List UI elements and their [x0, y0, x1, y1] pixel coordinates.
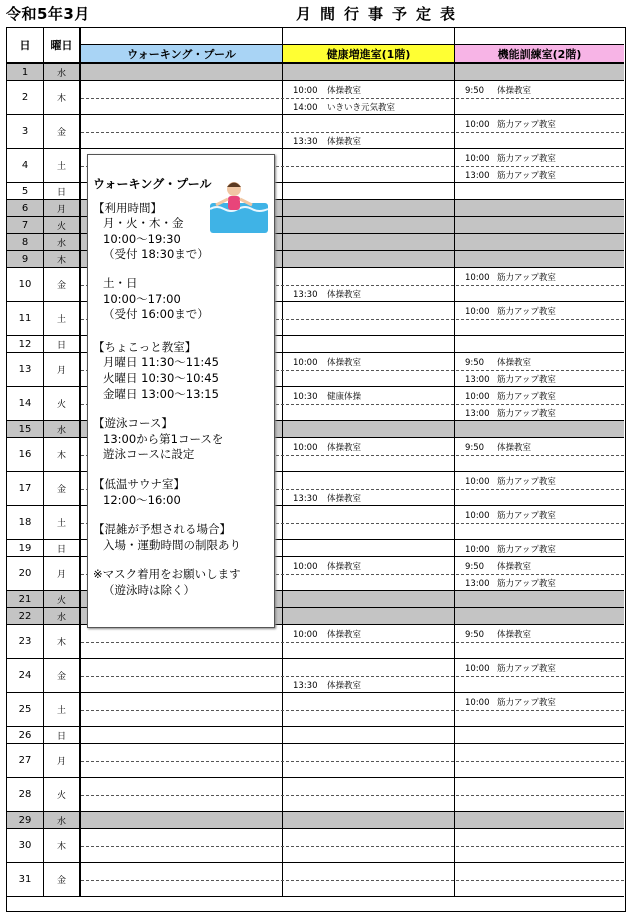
half-divider	[81, 98, 624, 99]
mask-note-exception: （遊泳時は除く）	[103, 582, 195, 597]
weekday-cell: 金	[44, 472, 81, 505]
day-cell: 11	[7, 302, 44, 335]
day-cell: 21	[7, 591, 44, 607]
event-time: 13:30	[293, 137, 318, 147]
event-entry	[293, 560, 361, 572]
training-cell	[455, 64, 624, 80]
event-time: 10:00	[465, 392, 490, 402]
weekday-cell: 日	[44, 183, 81, 199]
kenko-cell	[283, 251, 455, 267]
event-name: 体操教室	[327, 86, 362, 96]
mask-note: ※マスク着用をお願いします	[93, 567, 241, 582]
event-name: 筋力アップ教室	[497, 273, 556, 283]
event-entry	[293, 288, 361, 300]
weekday-cell: 水	[44, 234, 81, 250]
table-row	[7, 778, 624, 812]
half-divider	[81, 795, 624, 796]
day-cell: 23	[7, 625, 44, 658]
event-entry	[293, 390, 361, 402]
hours-weekday-time: 10:00～19:30	[103, 231, 181, 246]
day-cell: 12	[7, 336, 44, 352]
weekday-cell: 水	[44, 608, 81, 624]
event-entry	[465, 118, 556, 130]
event-entry	[465, 543, 556, 555]
congestion-note: 入場・運動時間の制限あり	[103, 537, 241, 552]
day-cell: 28	[7, 778, 44, 811]
event-entry	[465, 305, 556, 317]
event-time: 10:00	[465, 154, 490, 164]
event-time: 14:00	[293, 103, 318, 113]
weekday-header: 曜日	[44, 28, 81, 64]
weekday-cell: 土	[44, 506, 81, 539]
day-cell: 22	[7, 608, 44, 624]
event-name: 筋力アップ教室	[497, 154, 556, 164]
weekday-cell: 木	[44, 829, 81, 862]
event-time: 10:00	[465, 120, 490, 130]
training-cell	[455, 200, 624, 216]
table-row	[7, 64, 624, 81]
day-cell: 26	[7, 727, 44, 743]
swim-course-heading: 【遊泳コース】	[93, 416, 173, 431]
day-cell: 6	[7, 200, 44, 216]
half-divider	[81, 132, 624, 133]
event-time: 10:00	[293, 86, 318, 96]
day-cell: 14	[7, 387, 44, 420]
event-name: 筋力アップ教室	[497, 511, 556, 521]
event-name: 体操教室	[327, 494, 362, 504]
event-time: 13:00	[465, 375, 490, 385]
event-name: 体操教室	[327, 630, 362, 640]
kenko-cell	[283, 421, 455, 437]
event-name: 体操教室	[497, 562, 532, 572]
event-name: 体操教室	[327, 358, 362, 368]
event-time: 10:00	[293, 630, 318, 640]
weekday-cell: 日	[44, 727, 81, 743]
day-cell: 9	[7, 251, 44, 267]
event-time: 10:00	[465, 273, 490, 283]
day-cell: 30	[7, 829, 44, 862]
walking-cell	[81, 812, 283, 828]
event-time: 13:00	[465, 409, 490, 419]
day-cell: 29	[7, 812, 44, 828]
event-entry	[465, 560, 531, 572]
mini-class-heading: 【ちょこっと教室】	[93, 339, 197, 354]
training-cell	[455, 812, 624, 828]
walking-pool-header-label: ウォーキング・プール	[81, 44, 282, 62]
table-row	[7, 812, 624, 829]
weekday-cell: 木	[44, 625, 81, 658]
event-entry	[465, 662, 556, 674]
day-cell: 5	[7, 183, 44, 199]
hours-weekday-reception: （受付 18:30まで）	[103, 247, 209, 262]
event-time: 9:50	[465, 86, 485, 96]
sauna-hours: 12:00～16:00	[103, 492, 181, 507]
weekday-cell: 月	[44, 200, 81, 216]
event-time: 9:50	[465, 443, 485, 453]
weekday-cell: 金	[44, 115, 81, 148]
event-time: 10:30	[293, 392, 318, 402]
half-divider	[81, 880, 624, 881]
event-name: 筋力アップ教室	[497, 120, 556, 130]
event-name: 筋力アップ教室	[497, 477, 556, 487]
day-cell: 25	[7, 693, 44, 726]
era-label: 令和5年3月	[6, 5, 90, 23]
event-time: 10:00	[293, 562, 318, 572]
event-name: 筋力アップ教室	[497, 307, 556, 317]
day-cell: 7	[7, 217, 44, 233]
event-time: 10:00	[293, 443, 318, 453]
event-name: 体操教室	[327, 137, 362, 147]
half-divider	[81, 676, 624, 677]
day-cell: 20	[7, 557, 44, 590]
page-title: 月間行事予定表	[296, 5, 465, 23]
table-row	[7, 863, 624, 897]
event-name: 筋力アップ教室	[497, 171, 556, 181]
event-entry	[465, 696, 556, 708]
event-entry	[293, 679, 361, 691]
event-entry	[465, 373, 556, 385]
weekday-cell: 木	[44, 251, 81, 267]
event-name: 筋力アップ教室	[497, 375, 556, 385]
event-name: 健康体操	[327, 392, 362, 402]
table-row	[7, 625, 624, 659]
training-cell	[455, 217, 624, 233]
event-time: 10:00	[465, 698, 490, 708]
event-entry	[465, 577, 556, 589]
kenko-cell	[283, 183, 455, 199]
day-cell: 1	[7, 64, 44, 80]
weekday-cell: 火	[44, 778, 81, 811]
kenko-cell	[283, 540, 455, 556]
pool-info-title: ウォーキング・プール	[93, 177, 212, 191]
event-entry	[293, 101, 395, 113]
event-entry	[465, 441, 531, 453]
swim-course-line2: 遊泳コースに設定	[103, 447, 195, 462]
event-name: 筋力アップ教室	[497, 579, 556, 589]
walking-cell	[81, 64, 283, 80]
event-name: 体操教室	[327, 443, 362, 453]
kenko-cell	[283, 200, 455, 216]
training-room-header	[455, 28, 624, 64]
event-entry	[465, 84, 531, 96]
table-row	[7, 693, 624, 727]
event-time: 13:00	[465, 579, 490, 589]
sauna-heading: 【低温サウナ室】	[93, 476, 185, 491]
training-cell	[455, 608, 624, 624]
weekday-cell: 水	[44, 421, 81, 437]
weekday-cell: 木	[44, 438, 81, 471]
pool-info-box	[87, 154, 275, 628]
day-cell: 18	[7, 506, 44, 539]
day-cell: 31	[7, 863, 44, 896]
swimmer-icon	[208, 179, 270, 237]
half-divider	[81, 710, 624, 711]
kenko-room-header-label: 健康増進室(1階)	[283, 44, 454, 62]
event-time: 9:50	[465, 358, 485, 368]
day-cell: 19	[7, 540, 44, 556]
kenko-cell	[283, 64, 455, 80]
event-entry	[465, 152, 556, 164]
event-entry	[293, 441, 361, 453]
table-row	[7, 115, 624, 149]
training-room-header-label: 機能訓練室(2階)	[455, 44, 624, 62]
kenko-cell	[283, 812, 455, 828]
event-time: 13:30	[293, 494, 318, 504]
event-name: 筋力アップ教室	[497, 545, 556, 555]
weekday-cell: 火	[44, 217, 81, 233]
event-entry	[465, 475, 556, 487]
event-entry	[465, 390, 556, 402]
weekday-cell: 月	[44, 353, 81, 386]
event-entry	[293, 492, 361, 504]
day-cell: 17	[7, 472, 44, 505]
hours-weekend-reception: （受付 16:00まで）	[103, 307, 209, 322]
day-cell: 16	[7, 438, 44, 471]
event-entry	[465, 356, 531, 368]
event-entry	[293, 135, 361, 147]
event-name: 筋力アップ教室	[497, 392, 556, 402]
event-entry	[293, 628, 361, 640]
event-name: 筋力アップ教室	[497, 698, 556, 708]
event-entry	[465, 271, 556, 283]
training-cell	[455, 251, 624, 267]
day-cell: 24	[7, 659, 44, 692]
half-divider	[81, 761, 624, 762]
weekday-cell: 月	[44, 744, 81, 777]
event-name: 筋力アップ教室	[497, 664, 556, 674]
kenko-cell	[283, 234, 455, 250]
event-time: 13:30	[293, 681, 318, 691]
day-cell: 15	[7, 421, 44, 437]
weekday-cell: 土	[44, 693, 81, 726]
mini-class-monday: 月曜日 11:30～11:45	[103, 355, 219, 370]
day-cell: 27	[7, 744, 44, 777]
event-time: 10:00	[465, 307, 490, 317]
weekday-cell: 土	[44, 302, 81, 335]
kenko-cell	[283, 217, 455, 233]
event-entry	[293, 356, 361, 368]
event-entry	[465, 509, 556, 521]
kenko-cell	[283, 727, 455, 743]
weekday-cell: 火	[44, 591, 81, 607]
training-cell	[455, 727, 624, 743]
hours-weekend-time: 10:00～17:00	[103, 291, 181, 306]
half-divider	[81, 642, 624, 643]
table-row	[7, 744, 624, 778]
event-name: 体操教室	[497, 86, 532, 96]
event-time: 10:00	[465, 511, 490, 521]
kenko-room-header	[283, 28, 455, 64]
weekday-cell: 日	[44, 540, 81, 556]
weekday-cell: 水	[44, 64, 81, 80]
walking-cell	[81, 727, 283, 743]
day-cell: 3	[7, 115, 44, 148]
event-name: 体操教室	[327, 681, 362, 691]
table-row	[7, 727, 624, 744]
event-time: 10:00	[465, 545, 490, 555]
training-cell	[455, 183, 624, 199]
training-cell	[455, 591, 624, 607]
weekday-cell: 金	[44, 659, 81, 692]
event-time: 13:00	[465, 171, 490, 181]
table-row	[7, 81, 624, 115]
event-name: 筋力アップ教室	[497, 409, 556, 419]
event-entry	[465, 628, 531, 640]
hours-weekday-days: 月・火・木・金	[103, 216, 184, 231]
event-name: 体操教室	[327, 562, 362, 572]
half-divider	[81, 846, 624, 847]
day-cell: 13	[7, 353, 44, 386]
event-name: 体操教室	[327, 290, 362, 300]
hours-weekend-days: 土・日	[103, 275, 138, 290]
weekday-cell: 金	[44, 863, 81, 896]
table-row	[7, 659, 624, 693]
event-time: 10:00	[293, 358, 318, 368]
event-time: 9:50	[465, 562, 485, 572]
day-cell: 4	[7, 149, 44, 182]
weekday-cell: 日	[44, 336, 81, 352]
kenko-cell	[283, 336, 455, 352]
weekday-cell: 土	[44, 149, 81, 182]
weekday-cell: 月	[44, 557, 81, 590]
swim-course-line1: 13:00から第1コースを	[103, 431, 224, 446]
training-cell	[455, 421, 624, 437]
event-time: 10:00	[465, 664, 490, 674]
event-time: 9:50	[465, 630, 485, 640]
mini-class-tuesday: 火曜日 10:30～10:45	[103, 370, 219, 385]
training-cell	[455, 336, 624, 352]
event-time: 13:30	[293, 290, 318, 300]
day-cell: 8	[7, 234, 44, 250]
table-row	[7, 829, 624, 863]
congestion-heading: 【混雑が予想される場合】	[93, 522, 231, 537]
weekday-cell: 火	[44, 387, 81, 420]
weekday-cell: 水	[44, 812, 81, 828]
day-cell: 2	[7, 81, 44, 114]
weekday-cell: 金	[44, 268, 81, 301]
kenko-cell	[283, 591, 455, 607]
event-name: 体操教室	[497, 443, 532, 453]
training-cell	[455, 234, 624, 250]
event-entry	[465, 407, 556, 419]
event-name: 体操教室	[497, 630, 532, 640]
event-time: 10:00	[465, 477, 490, 487]
mini-class-friday: 金曜日 13:00～13:15	[103, 386, 219, 401]
event-entry	[465, 169, 556, 181]
hours-heading: 【利用時間】	[93, 200, 162, 215]
kenko-cell	[283, 608, 455, 624]
event-entry	[293, 84, 361, 96]
walking-pool-header	[81, 28, 283, 64]
event-name: いきいき元気教室	[327, 103, 396, 113]
day-cell: 10	[7, 268, 44, 301]
day-header: 日	[7, 28, 44, 64]
event-name: 体操教室	[497, 358, 532, 368]
weekday-cell: 木	[44, 81, 81, 114]
